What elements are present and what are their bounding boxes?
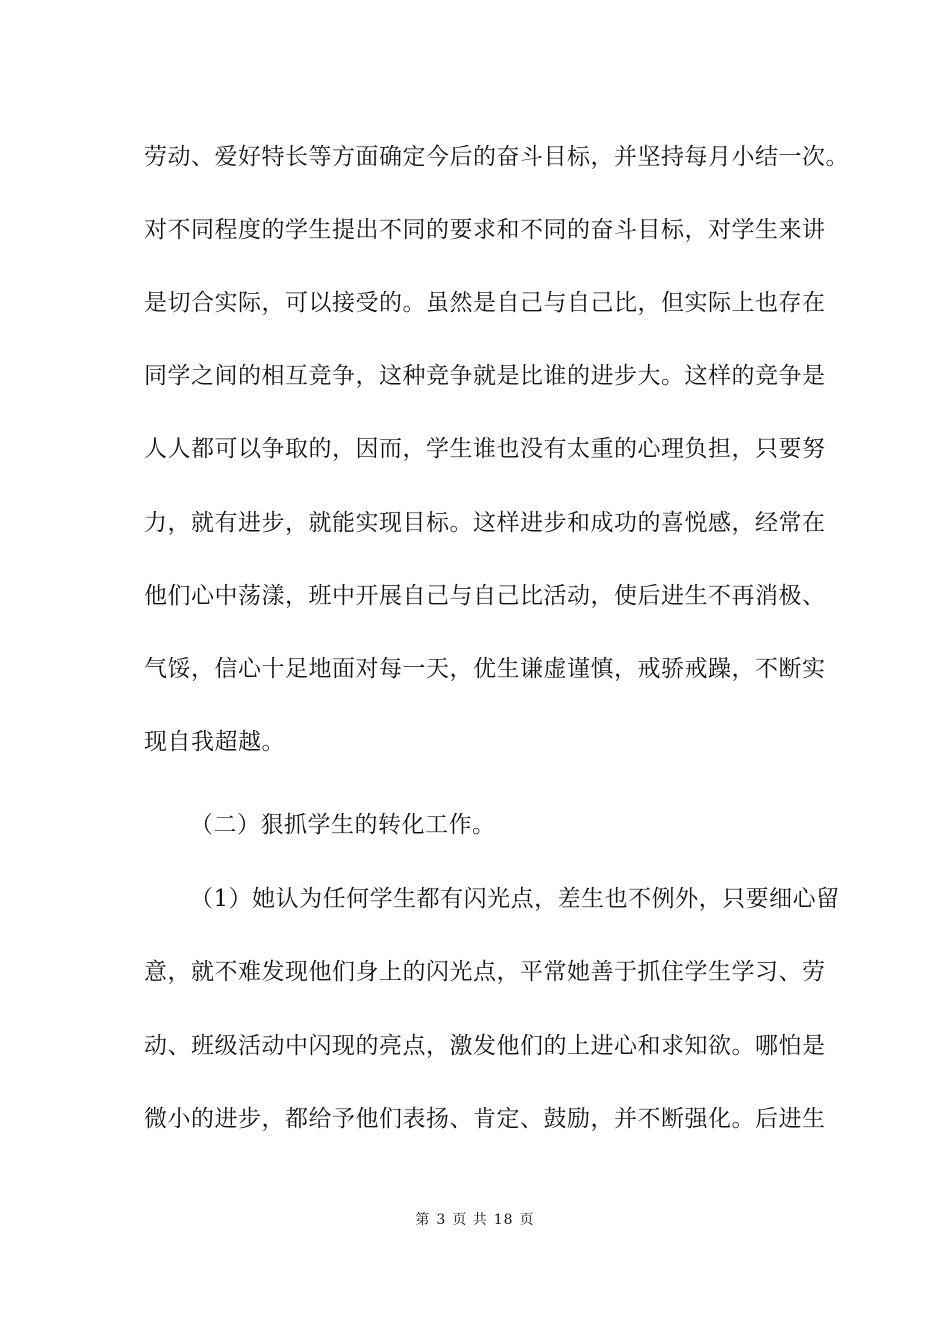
footer-middle: 页 共 xyxy=(452,1212,488,1228)
paragraph-line: 动、班级活动中闪现的亮点，激发他们的上进心和求知欲。哪怕是 xyxy=(144,1033,826,1059)
paragraph-line: 现自我超越。 xyxy=(144,729,285,755)
footer-current-page: 3 xyxy=(436,1212,447,1228)
paragraph-line: 同学之间的相互竞争，这种竞争就是比谁的进步大。这样的竞争是 xyxy=(144,363,826,389)
footer-prefix: 第 xyxy=(415,1212,431,1228)
paragraph-line: 他们心中荡漾，班中开展自己与自己比活动，使后进生不再消极、 xyxy=(144,583,826,609)
paragraph-line: 劳动、爱好特长等方面确定今后的奋斗目标，并坚持每月小结一次。 xyxy=(144,144,849,170)
paragraph-line: 对不同程度的学生提出不同的要求和不同的奋斗目标，对学生来讲 xyxy=(144,217,826,243)
paragraph-line: 人人都可以争取的，因而，学生谁也没有太重的心理负担，只要努 xyxy=(144,436,826,462)
footer-total-pages: 18 xyxy=(493,1212,514,1228)
paragraph-line: （1）她认为任何学生都有闪光点，差生也不例外，只要细心留 xyxy=(190,886,840,912)
paragraph-line: 意，就不难发现他们身上的闪光点，平常她善于抓住学生学习、劳 xyxy=(144,959,826,985)
footer-suffix: 页 xyxy=(519,1212,535,1228)
paragraph-line: 微小的进步，都给予他们表扬、肯定、鼓励，并不断强化。后进生 xyxy=(144,1106,826,1132)
paragraph-line: 力，就有进步，就能实现目标。这样进步和成功的喜悦感，经常在 xyxy=(144,510,826,536)
section-heading: （二）狠抓学生的转化工作。 xyxy=(190,812,496,838)
paragraph-line: 气馁，信心十足地面对每一天，优生谦虚谨慎，戒骄戒躁，不断实 xyxy=(144,656,826,682)
paragraph-line: 是切合实际，可以接受的。虽然是自己与自己比，但实际上也存在 xyxy=(144,290,826,316)
page-footer xyxy=(0,1211,950,1229)
